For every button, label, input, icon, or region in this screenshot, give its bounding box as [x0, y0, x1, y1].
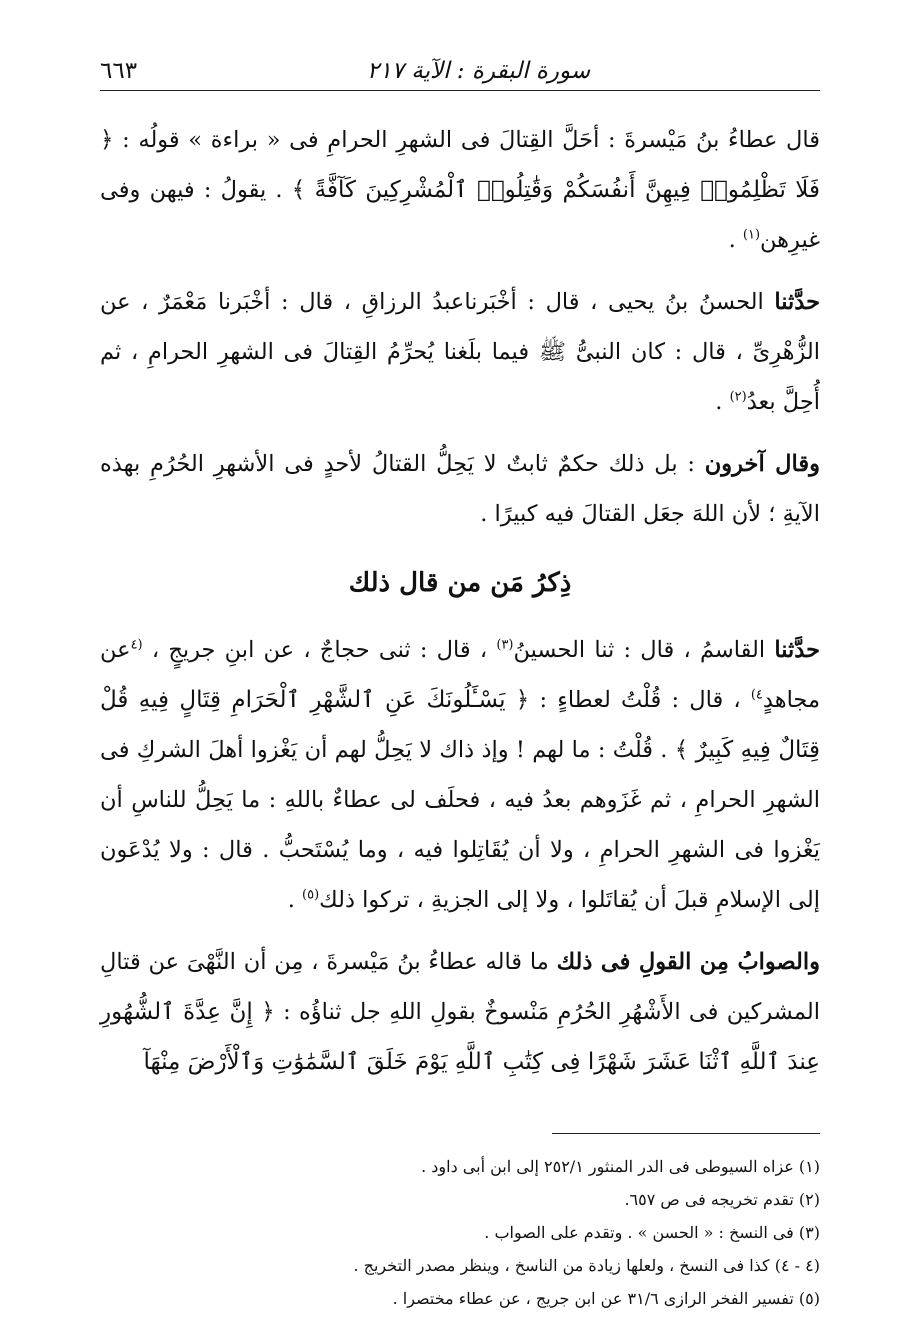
text: ، قال : قُلْتُ لعطاءٍ :	[529, 687, 751, 713]
lead-word: حدَّثنا	[774, 289, 820, 315]
page-number: ٦٦٣	[100, 58, 138, 84]
text: القاسمُ ، قال : ثنا الحسينُ	[513, 637, 775, 663]
paragraph-5	[100, 937, 820, 1087]
main-text	[100, 115, 820, 1087]
lead-word: وقال آخرون	[704, 451, 820, 477]
footnote-ref[interactable]: (٣)	[496, 637, 514, 653]
footnote-ref[interactable]: ٤)	[750, 687, 763, 703]
text: عن مجاهدٍ	[100, 637, 820, 713]
text: : بل ذلك حكمٌ ثابتٌ لا يَحِلُّ القتالُ لأحدٍ فى الأشهرِ الحُرُمِ بهذه الآيةِ ؛ لأن اللهَ جعَل القتالَ فيه كبيرًا .	[100, 451, 820, 527]
quran-verse: ﴿ فَلَا تَظْلِمُوا۟ فِيهِنَّ أَنفُسَكُمْ وَقَٰتِلُوا۟ ٱلْمُشْرِكِينَ كَآفَّةً ﴾	[100, 127, 820, 203]
page	[100, 48, 820, 1315]
text: ، قال : ثنى حجاجٌ ، عن ابنِ جريجٍ ،	[142, 637, 497, 663]
footnote-ref[interactable]: (٢)	[729, 389, 747, 405]
paragraph-3	[100, 439, 820, 539]
quran-verse: ﴿ يَسْـَٔلُونَكَ عَنِ ٱلشَّهْرِ ٱلْحَرَامِ قِتَالٍ فِيهِ قُلْ قِتَالٌ فِيهِ كَبِيرٌ ﴾	[100, 687, 820, 763]
text: . يقولُ : فيهن وفى غيرِهن	[100, 177, 820, 253]
lead-word: حدَّثنا	[774, 637, 820, 663]
text: .	[287, 887, 303, 913]
section-heading: ذِكرُ مَن من قال ذلك	[348, 568, 572, 598]
footnote-2: (٢) تقدم تخريجه فى ص ٦٥٧.	[624, 1190, 820, 1209]
text: ما قاله عطاءُ بنُ مَيْسرةَ ، مِن أن النَّهْىَ عن قتالِ المشركين فى الأَشْهُرِ الحُرُمِ مَنْسوخٌ بقولِ اللهِ جل ثناؤُه :	[100, 949, 820, 1025]
text: .	[715, 389, 730, 415]
footnote-ref[interactable]: (١)	[742, 227, 761, 243]
footnote-3: (٣) فى النسخ : « الحسن » . وتقدم على الصواب .	[484, 1223, 820, 1242]
footnote-ref[interactable]: (٥)	[302, 887, 320, 903]
paragraph-2	[100, 277, 820, 427]
lead-word: والصوابُ مِن القولِ فى ذلك	[556, 949, 820, 975]
footnote-4: (٤ - ٤) كذا فى النسخ ، ولعلها زيادة من الناسخ ، وينظر مصدر التخريج .	[353, 1256, 820, 1275]
footnote-1: (١) عزاه السيوطى فى الدر المنثور ٢٥٢/١ إلى ابن أبى داود .	[421, 1157, 820, 1176]
running-title: سورة البقرة : الآية ٢١٧	[366, 58, 591, 84]
footnote-ref[interactable]: (٤	[130, 637, 143, 653]
text: . قُلْتُ : ما لهم ! وإذ ذاك لا يَحِلُّ لهم أن يَغْزوا أهلَ الشركِ فى الشهرِ الحرامِ ، ثم غَزَوهم بعدُ فيه ، فحلَف لى عطاءٌ باللهِ : ما يَحِلُّ للناسِ أن يَغْزوا فى الشهرِ الحرامِ ، ولا أن يُقَاتِلوا فيه ، وما يُسْتَحبُّ . قال : ولا يُدْعَون إلى الإسلامِ قبلَ أن يُقاتَلوا ، ولا إلى الجزيةِ ، تركوا ذلك	[100, 737, 820, 913]
footnote-5: (٥) تفسير الفخر الرازى ٣١/٦ عن ابن جريج ، عن عطاء مختصرا .	[392, 1289, 820, 1308]
footnotes	[100, 1150, 820, 1315]
paragraph-4	[100, 625, 820, 925]
text: .	[728, 227, 743, 253]
quran-verse: ﴿ إِنَّ عِدَّةَ ٱلشُّهُورِ عِندَ ٱللَّهِ ٱثْنَا عَشَرَ شَهْرًا فِى كِتَٰبِ ٱللَّهِ يَوْمَ خَلَقَ ٱلسَّمَٰوَٰتِ وَٱلْأَرْضَ مِنْهَآ	[100, 999, 820, 1075]
text: الحسنُ بنُ يحيى ، قال : أخْبَرناعبدُ الرزاقِ ، قال : أخْبَرنا مَعْمَرٌ ، عن الزُّهْرِىِّ ، قال : كان النبىُّ ﷺ فيما بلَغنا يُحرِّمُ القِتالَ فى الشهرِ الحرامِ ، ثم أُحِلَّ بعدُ	[100, 289, 820, 415]
footnote-divider	[552, 1133, 820, 1134]
text: قال عطاءُ بنُ مَيْسرةَ : أحَلَّ القِتالَ فى الشهرِ الحرامِ فى « براءة » قولُه :	[113, 127, 820, 153]
paragraph-1	[100, 115, 820, 265]
page-header	[100, 48, 820, 91]
